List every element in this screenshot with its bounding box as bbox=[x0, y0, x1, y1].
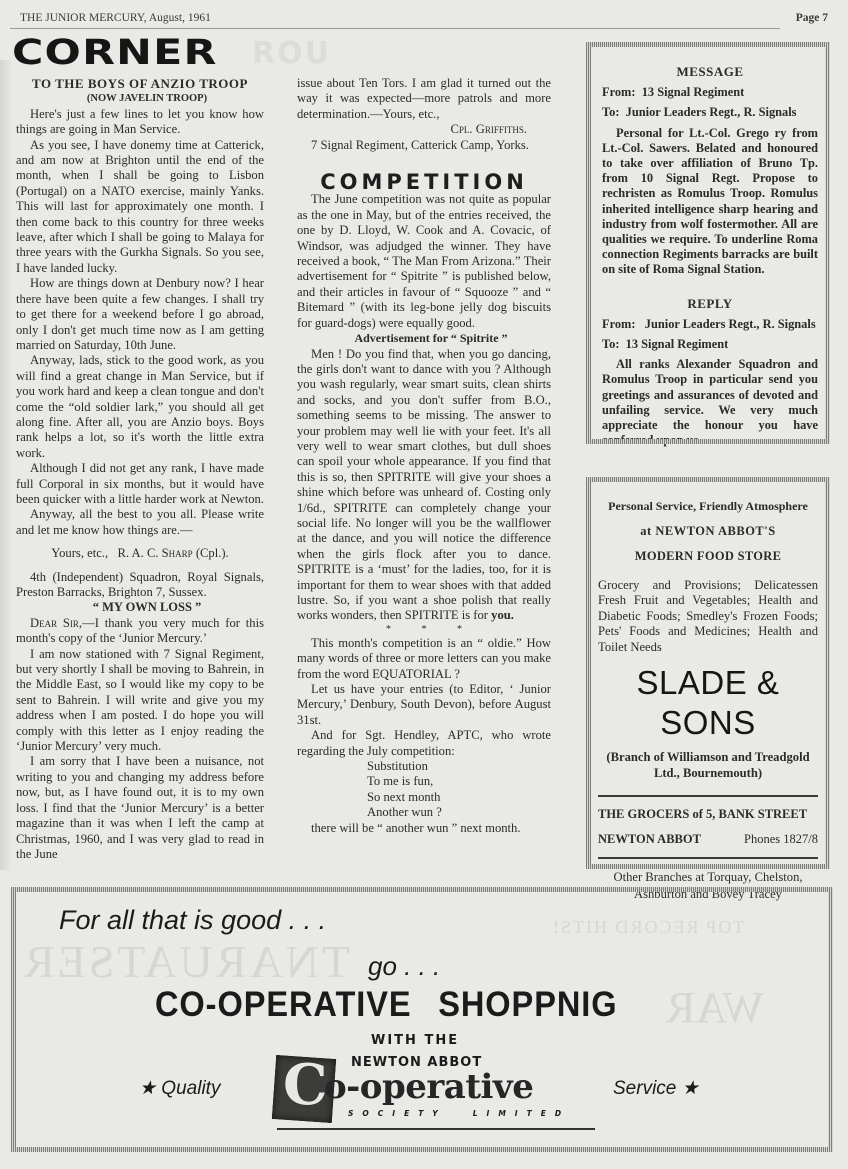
bleed-through-title: ROU bbox=[252, 36, 331, 71]
reply-from bbox=[602, 317, 818, 332]
reply-title: REPLY bbox=[687, 295, 733, 311]
anzio-address: 4th (Independent) Squadron, Royal Signals, Preston Barracks, Brighton 7, Sussex. bbox=[16, 569, 264, 599]
spitrite-ad-body bbox=[297, 347, 551, 624]
slade-location: at NEWTON ABBOT'S bbox=[640, 524, 776, 538]
coop-headline: CO-OPERATIVE SHOPPNIG bbox=[155, 985, 618, 1024]
slade-address: THE GROCERS of 5, BANK STREET bbox=[598, 807, 808, 822]
poem-line: Another wun ? bbox=[367, 805, 442, 820]
competition-entries: Let us have your entries (to Editor, ‘ Junior Mercury,’ Denbury, South Devon), before August 31st. bbox=[297, 682, 551, 727]
spitrite-ad-heading: Advertisement for “ Spitrite ” bbox=[354, 331, 508, 346]
anzio-paragraph: As you see, I have donemy time at Catterick, and am now at Brighton until the end of the month, when I shall be going to Lisbon (Portugal) on a NATO exercise, mainly Yanks. This will last for approximately one month. I then come back to this country for three weeks leave, after which I shall be going to Malaya for three years with the Gurkha Signals. So you see, I have landed lucky. bbox=[16, 137, 264, 275]
anzio-paragraph: Although I did not get any rank, I have made full Corporal in six months, but it would have been quicker with a little harder work at Newton. bbox=[16, 461, 264, 506]
own-loss-paragraph bbox=[16, 616, 264, 647]
competition-intro: The June competition was not quite as popular as the one in May, but of the entries received, the one by D. Lloyd, W. Cook and A. Covacic, of Windsor, was adjudged the winner. They have received a book, “ The Man From Arizona.” Their advertisement for “ Spitrite ” is published below, and their articles in favour of “ Squooze ” and “ Bitemard ” (with its leg-bone jelly dog biscuits for guard-dogs) were equally good. bbox=[297, 192, 551, 330]
bleed-through-text: WAR bbox=[666, 983, 764, 1032]
own-loss-address: 7 Signal Regiment, Catterick Camp, Yorks. bbox=[311, 137, 529, 152]
from-value: 13 Signal Regiment bbox=[641, 85, 745, 100]
anzio-heading: TO THE BOYS OF ANZIO TROOP bbox=[32, 76, 248, 91]
message-box bbox=[581, 37, 835, 449]
message-from bbox=[602, 85, 818, 100]
coop-advert bbox=[6, 882, 838, 1157]
slade-brand: SLADE & SONS bbox=[636, 664, 780, 742]
coop-service-tag: Service ★ bbox=[613, 1078, 699, 1099]
anzio-paragraph: How are things down at Denbury now? I hear there have been quite a few changes. I shall try to get there for a weekend before I go abroad, only I don't get much time now as I am getting married on Saturday, 10th June. bbox=[16, 276, 264, 352]
anzio-paragraph: Here's just a few lines to let you know how things are going in Man Service. bbox=[16, 106, 264, 137]
slade-other-branches: Other Branches at Torquay, Chelston, Ashburton and Bovey Tracey bbox=[613, 870, 803, 902]
hendley-intro: And for Sgt. Hendley, APTC, who wrote regarding the July competition: bbox=[297, 728, 551, 758]
reply-to bbox=[602, 337, 818, 352]
new-competition: This month's competition is an “ oldie.” How many words of three or more letters can you make from the word EQUATORIAL ? bbox=[297, 635, 551, 681]
slade-phones: Phones 1827/8 bbox=[744, 832, 818, 847]
coop-tagline: For all that is good . . . bbox=[59, 905, 327, 935]
column-left bbox=[16, 76, 264, 862]
poem-line: Substitution bbox=[367, 759, 428, 774]
message-body: Personal for Lt.-Col. Grego ry from Lt.-Col. Sawers. Belated and honoured to take over affiliation of Bruno Tp. from 10 Signal Regt. Propose to rechristen as Romulus Troop. Romulus inherited intelligence sharp hearing and industry from wolf fostermother. All are qualities we require. To underline Roma connection Regiments barracks are built on site of Roma Signal Station. bbox=[602, 125, 818, 277]
own-loss-paragraph: I am sorry that I have been a nuisance, not writing to you and changing my address before now, but, as I have found out, it is to my own loss. I find that the ‘Junior Mercury’ is a better magazine than it was when I left the camp at Christmas, 1960, and I was very glad to read in the June bbox=[16, 754, 264, 861]
divider-rule bbox=[598, 857, 818, 859]
anzio-signoff bbox=[16, 546, 264, 561]
own-loss-paragraph: I am now stationed with 7 Signal Regiment, but very shortly I shall be moving to Bahrein, in the Middle East, so I would like my copy to be sent to Bahrein. I will write and give you my address when I am posted. I do hope you will comply with this letter as I enjoy reading the ‘Junior Mercury’ very much. bbox=[16, 646, 264, 754]
spitrite-ad-text: Men ! Do you find that, when you go dancing, the girls don't want to dance with you ? Although you wash regularly, wear smart suits, clean shirts and socks, and you don't suffer from B.O., something seems to be missing. The answer to your problem may well lie with your feet. It's all very well to wear smart clothes, but dull shoes can spoil your whole appearance. If you find that this is so, then SPITRITE will give your shoes a shine which before was unheard of. Costing only 1/6d., SPITRITE can completely change your social life. No longer will you be the wallflower at the dance, and you will notice the difference when the girls flock after you to dance. SPITRITE is a ‘must’ for the ladies, too, for it is important for them to wear shoes with that added lustre. So, if you want a shoe polish that really works wonders, then SPITRITE is for bbox=[297, 346, 551, 623]
own-loss-continuation: issue about Ten Tors. I am glad it turned out the way it was expected—more patrols and more determination.—Yours, etc., bbox=[297, 76, 551, 121]
slade-town: NEWTON ABBOT bbox=[598, 832, 701, 847]
coop-logo-initial: C bbox=[283, 1052, 328, 1118]
anzio-subheading: (NOW JAVELIN TROOP) bbox=[86, 93, 208, 105]
from-label: From: bbox=[602, 85, 636, 100]
anzio-paragraph: Anyway, lads, stick to the good work, as you will find a great change in Man Service, but if you work hard and keep a clean tongue and don't come the “old soldier lark,” you should all get along fine. After all, you are Anzio boys. Boys rank helps a lot, so it's worth the little extra work. bbox=[16, 353, 264, 460]
to-value: Junior Leaders Regt., R. Signals bbox=[625, 105, 797, 120]
column-middle bbox=[297, 76, 551, 836]
salutation: Dear Sir, bbox=[30, 615, 83, 630]
bleed-through-text: TNARUATSER bbox=[21, 936, 351, 987]
coop-go: go . . . bbox=[368, 951, 441, 981]
reply-body: All ranks Alexander Squadron and Romulus Troop in particular send you greetings and assurances of devoted and unfailing service. We very much appreciate the honour you have conferred upon us. bbox=[602, 357, 818, 448]
competition-closing: there will be “ another wun ” next month. bbox=[311, 820, 521, 835]
coop-with-the: WITH THE bbox=[371, 1033, 460, 1048]
slade-branch-note: (Branch of Williamson and Treadgold Ltd., Bournemouth) bbox=[606, 750, 810, 781]
coop-newton-abbot: NEWTON ABBOT bbox=[351, 1055, 483, 1070]
coop-logo-underline bbox=[277, 1128, 595, 1130]
to-value: 13 Signal Regiment bbox=[625, 337, 729, 352]
slade-tagline: Personal Service, Friendly Atmosphere bbox=[608, 499, 808, 513]
signoff-name: R. A. C. Sharp bbox=[117, 546, 193, 561]
from-label: From: bbox=[602, 316, 636, 331]
signoff-rank: (Cpl.). bbox=[195, 546, 229, 561]
running-header bbox=[20, 10, 828, 30]
bleed-through-text: TOP RECORD HITS! bbox=[551, 917, 745, 937]
to-label: To: bbox=[602, 105, 620, 120]
slade-sons-advert bbox=[581, 472, 835, 902]
section-title: CORNER bbox=[12, 33, 218, 73]
coop-limited: LIMITED bbox=[472, 1109, 571, 1118]
slade-store-type: MODERN FOOD STORE bbox=[634, 549, 782, 563]
coop-logo-wordmark: o-operative bbox=[324, 1067, 534, 1107]
to-label: To: bbox=[602, 337, 620, 352]
header-rule bbox=[10, 28, 780, 29]
coop-advert-content bbox=[11, 887, 833, 1152]
poem-line: To me is fun, bbox=[367, 774, 434, 789]
coop-quality-tag: ★ Quality bbox=[139, 1078, 221, 1099]
coop-society: SOCIETY bbox=[348, 1109, 447, 1118]
coop-logo-subtitle bbox=[348, 1109, 570, 1118]
anzio-paragraph: Anyway, all the best to you all. Please write and let me know how things are.— bbox=[16, 507, 264, 537]
competition-heading: COMPETITION bbox=[320, 170, 528, 195]
own-loss-text: —I thank you very much for this month's copy of the ‘Junior Mercury.’ bbox=[16, 615, 264, 646]
page-number: Page 7 bbox=[795, 12, 828, 24]
publication-title: THE JUNIOR MERCURY, August, 1961 bbox=[20, 12, 211, 24]
page-gutter-shadow bbox=[0, 60, 12, 870]
spitrite-ad-emphasis: you. bbox=[491, 608, 514, 623]
section-separator: * * * bbox=[386, 623, 476, 635]
message-to bbox=[602, 105, 818, 120]
message-title: MESSAGE bbox=[676, 64, 744, 79]
own-loss-signoff: Cpl. Griffiths. bbox=[450, 122, 527, 137]
divider-rule bbox=[598, 795, 818, 797]
slade-products: Grocery and Provisions; Delicatessen Fresh Fruit and Vegetables; Health and Diabetic Foods; Smedley's Frozen Foods; Pets' Foods and Medicines; Health and Toilet Needs bbox=[598, 578, 818, 654]
hendley-poem bbox=[367, 759, 551, 821]
slade-town-phone bbox=[598, 832, 818, 847]
from-value: Junior Leaders Regt., R. Signals bbox=[644, 316, 816, 331]
poem-line: So next month bbox=[367, 789, 441, 804]
own-loss-heading: “ MY OWN LOSS ” bbox=[92, 600, 202, 615]
signoff-prefix: Yours, etc., bbox=[51, 546, 109, 561]
